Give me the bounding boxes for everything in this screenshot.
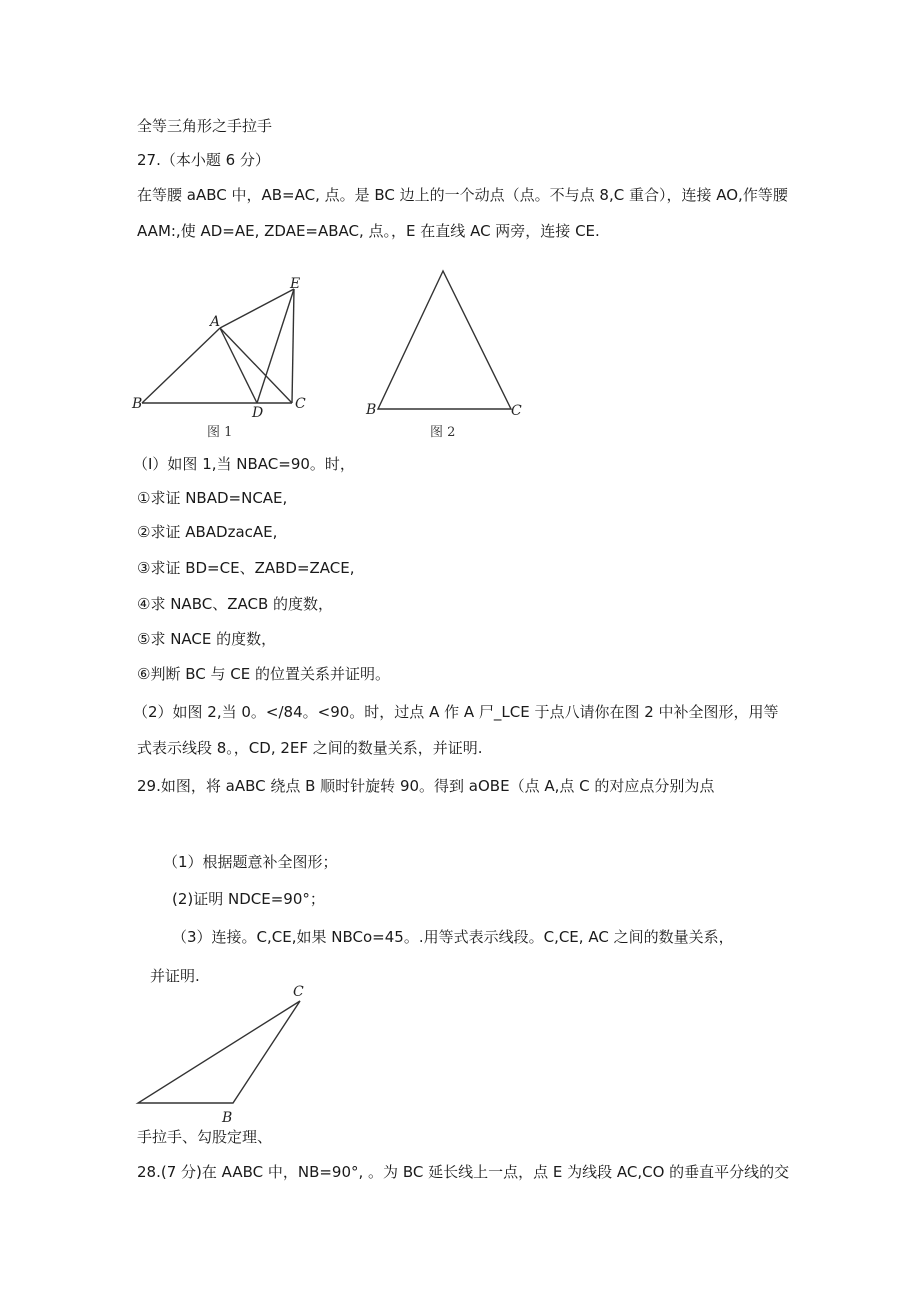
problem-27-text-1: 在等腰 aABC 中，AB=AC, 点。是 BC 边上的一个动点（点。不与点 8,C 重合），连接 AO,作等腰 [137,186,788,204]
problem-29-heading: 29.如图，将 aABC 绕点 B 顺时针旋转 90。得到 aOBE（点 A,点 C 的对应点分别为点 [137,777,715,795]
problem-28-text: 28.(7 分)在 AABC 中，NB=90°, 。为 BC 延长线上一点，点 E 为线段 AC,CO 的垂直平分线的交 [137,1163,790,1181]
question-3: ③求证 BD=CE、ZABD=ZACE, [137,559,355,577]
segment-ec [292,289,294,403]
figure-2 [366,266,536,441]
section-title: 全等三角形之手拉手 [137,117,273,135]
problem-29-part-3: （3）连接。C,CE,如果 NBCo=45。.用等式表示线段。C,CE, AC 之间的数量关系， [172,928,734,946]
part-2-text-2: 式表示线段 8。，CD, 2EF 之间的数量关系，并证明. [137,739,483,757]
figure-2-caption: 图 2 [430,425,456,440]
question-4: ④求 NABC、ZACB 的度数， [137,595,334,613]
label-a: A [210,314,221,330]
label-b: B [132,396,143,412]
segment-ac [220,328,292,403]
segment-ad [220,328,257,403]
problem-29-part-3-cont: 并证明. [150,967,200,985]
problem-27-text-2: AAM:,使 AD=AE, ZDAE=ABAC, 点。，E 在直线 AC 两旁，连接 CE. [137,222,600,240]
question-6: ⑥判断 BC 与 CE 的位置关系并证明。 [137,665,390,683]
question-5: ⑤求 NACE 的度数， [137,630,277,648]
label-b: B [222,1110,233,1126]
topic-tags: 手拉手、勾股定理、 [137,1128,273,1146]
triangle-abc [378,271,511,409]
label-e: E [290,276,301,292]
segment-ba [142,328,220,403]
question-2: ②求证 ABADzacAE, [137,523,278,541]
triangle-abc [138,1001,300,1103]
label-d: D [252,405,264,421]
label-c: C [295,396,306,412]
figure-3 [130,980,320,1128]
label-b: B [366,402,377,418]
problem-29-part-2: (2)证明 NDCE=90°； [172,890,325,908]
question-1: ①求证 NBAD=NCAE, [137,489,288,507]
label-c: C [293,984,304,1000]
problem-27-heading: 27.（本小题 6 分） [137,151,270,169]
part-2-text-1: （2）如图 2,当 0。</84。<90。时，过点 A 作 A 尸_LCE 于点八请你在图 2 中补全图形，用等 [133,703,779,721]
problem-29-part-1: （1）根据题意补全图形； [163,853,338,871]
label-c: C [511,403,522,419]
figure-1-caption: 图 1 [207,425,233,440]
part-1-heading: （I）如图 1,当 NBAC=90。时， [133,455,355,473]
figure-1 [132,276,312,441]
